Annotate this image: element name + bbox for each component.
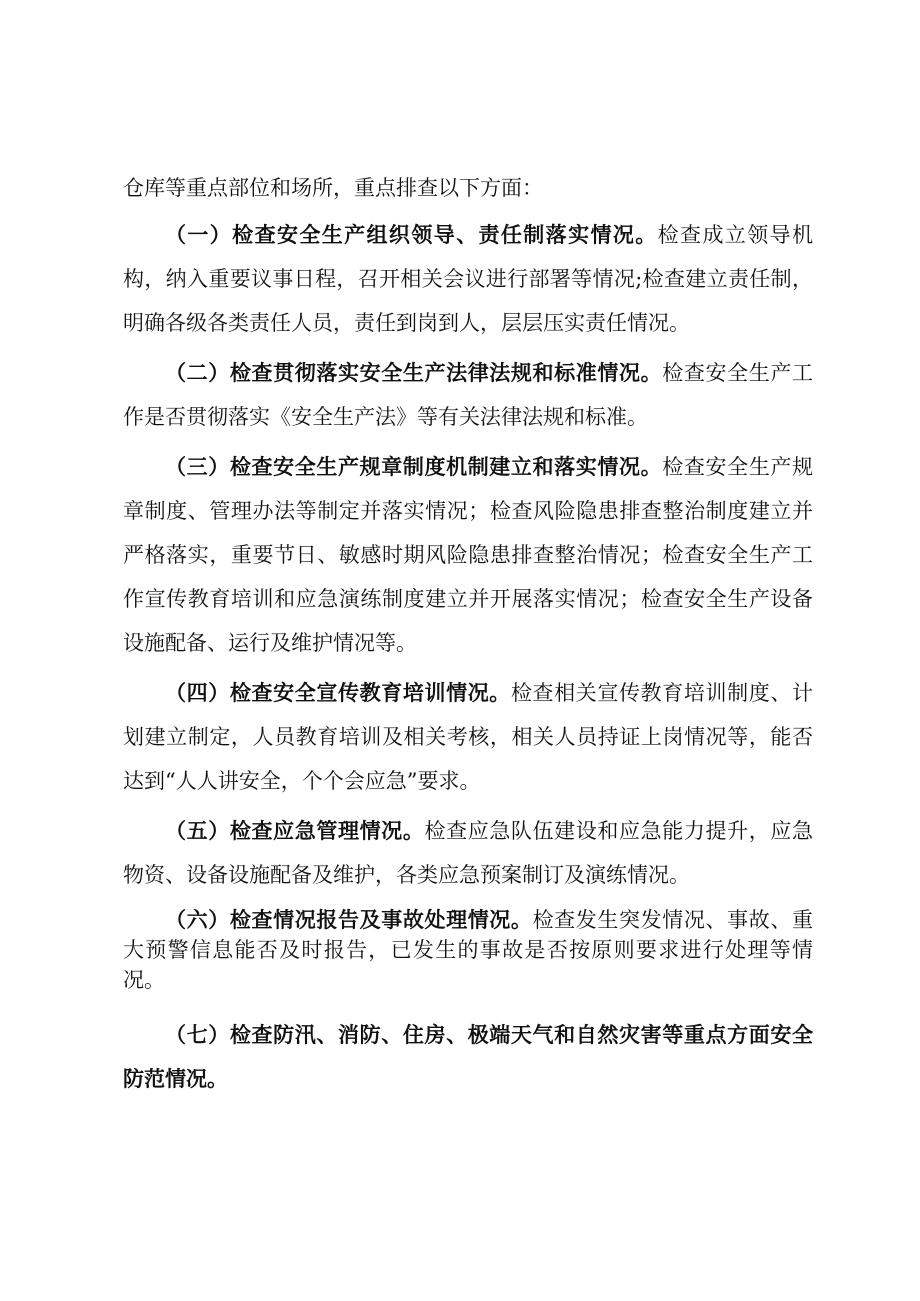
intro-paragraph: 仓库等重点部位和场所，重点排查以下方面： <box>123 176 543 200</box>
section-5-body: 检查应急队伍建设和应急能力提升，应急物资、设备设施配备及维护，各类应急预案制订及演练情况。 <box>123 819 814 887</box>
section-3-heading: （三）检查安全生产规章制度机制建立和落实情况。 <box>165 455 663 479</box>
section-4-heading: （四）检查安全宣传教育培训情况。 <box>165 681 511 705</box>
section-4-body: 检查相关宣传教育培训制度、计划建立制定，人员教育培训及相关考核，相关人员持证上岗情况等，能否达到“人人讲安全，个个会应急”要求。 <box>123 681 814 793</box>
section-6-body: 检查发生突发情况、事故、重大预警信息能否及时报告，已发生的事故是否按原则要求进行处理等情况。 <box>123 908 814 992</box>
section-1-body: 检查成立领导机构，纳入重要议事日程，召开相关会议进行部署等情况;检查建立责任制，明确各级各类责任人员，责任到岗到人，层层压实责任情况。 <box>123 223 814 335</box>
section-3-body: 检查安全生产规章制度、管理办法等制定并落实情况；检查风险隐患排查整治制度建立并严格落实，重要节日、敏感时期风险隐患排查整治情况；检查安全生产工作宣传教育培训和应急演练制度建立并开展落实情况；检查安全生产设备设施配备、运行及维护情况等。 <box>123 455 814 655</box>
section-6-paragraph <box>123 905 813 995</box>
section-3-paragraph <box>123 445 813 665</box>
section-2-body: 检查安全生产工作是否贯彻落实《安全生产法》等有关法律法规和标准。 <box>123 361 814 429</box>
document-body <box>123 163 813 1101</box>
section-2-heading: （二）检查贯彻落实安全生产法律法规和标准情况。 <box>165 361 663 385</box>
section-4-paragraph <box>123 671 813 803</box>
section-5-heading: （五）检查应急管理情况。 <box>165 819 425 843</box>
section-7-heading: （七）检查防汛、消防、住房、极端天气和自然灾害等重点方面安全防范情况。 <box>123 1023 813 1091</box>
section-2-paragraph <box>123 351 813 439</box>
section-1-paragraph <box>123 213 813 345</box>
section-6-heading: （六）检查情况报告及事故处理情况。 <box>165 908 533 932</box>
section-1-heading: （一）检查安全生产组织领导、责任制落实情况。 <box>165 223 658 247</box>
section-7-paragraph <box>123 1013 813 1101</box>
section-5-paragraph <box>123 809 813 897</box>
